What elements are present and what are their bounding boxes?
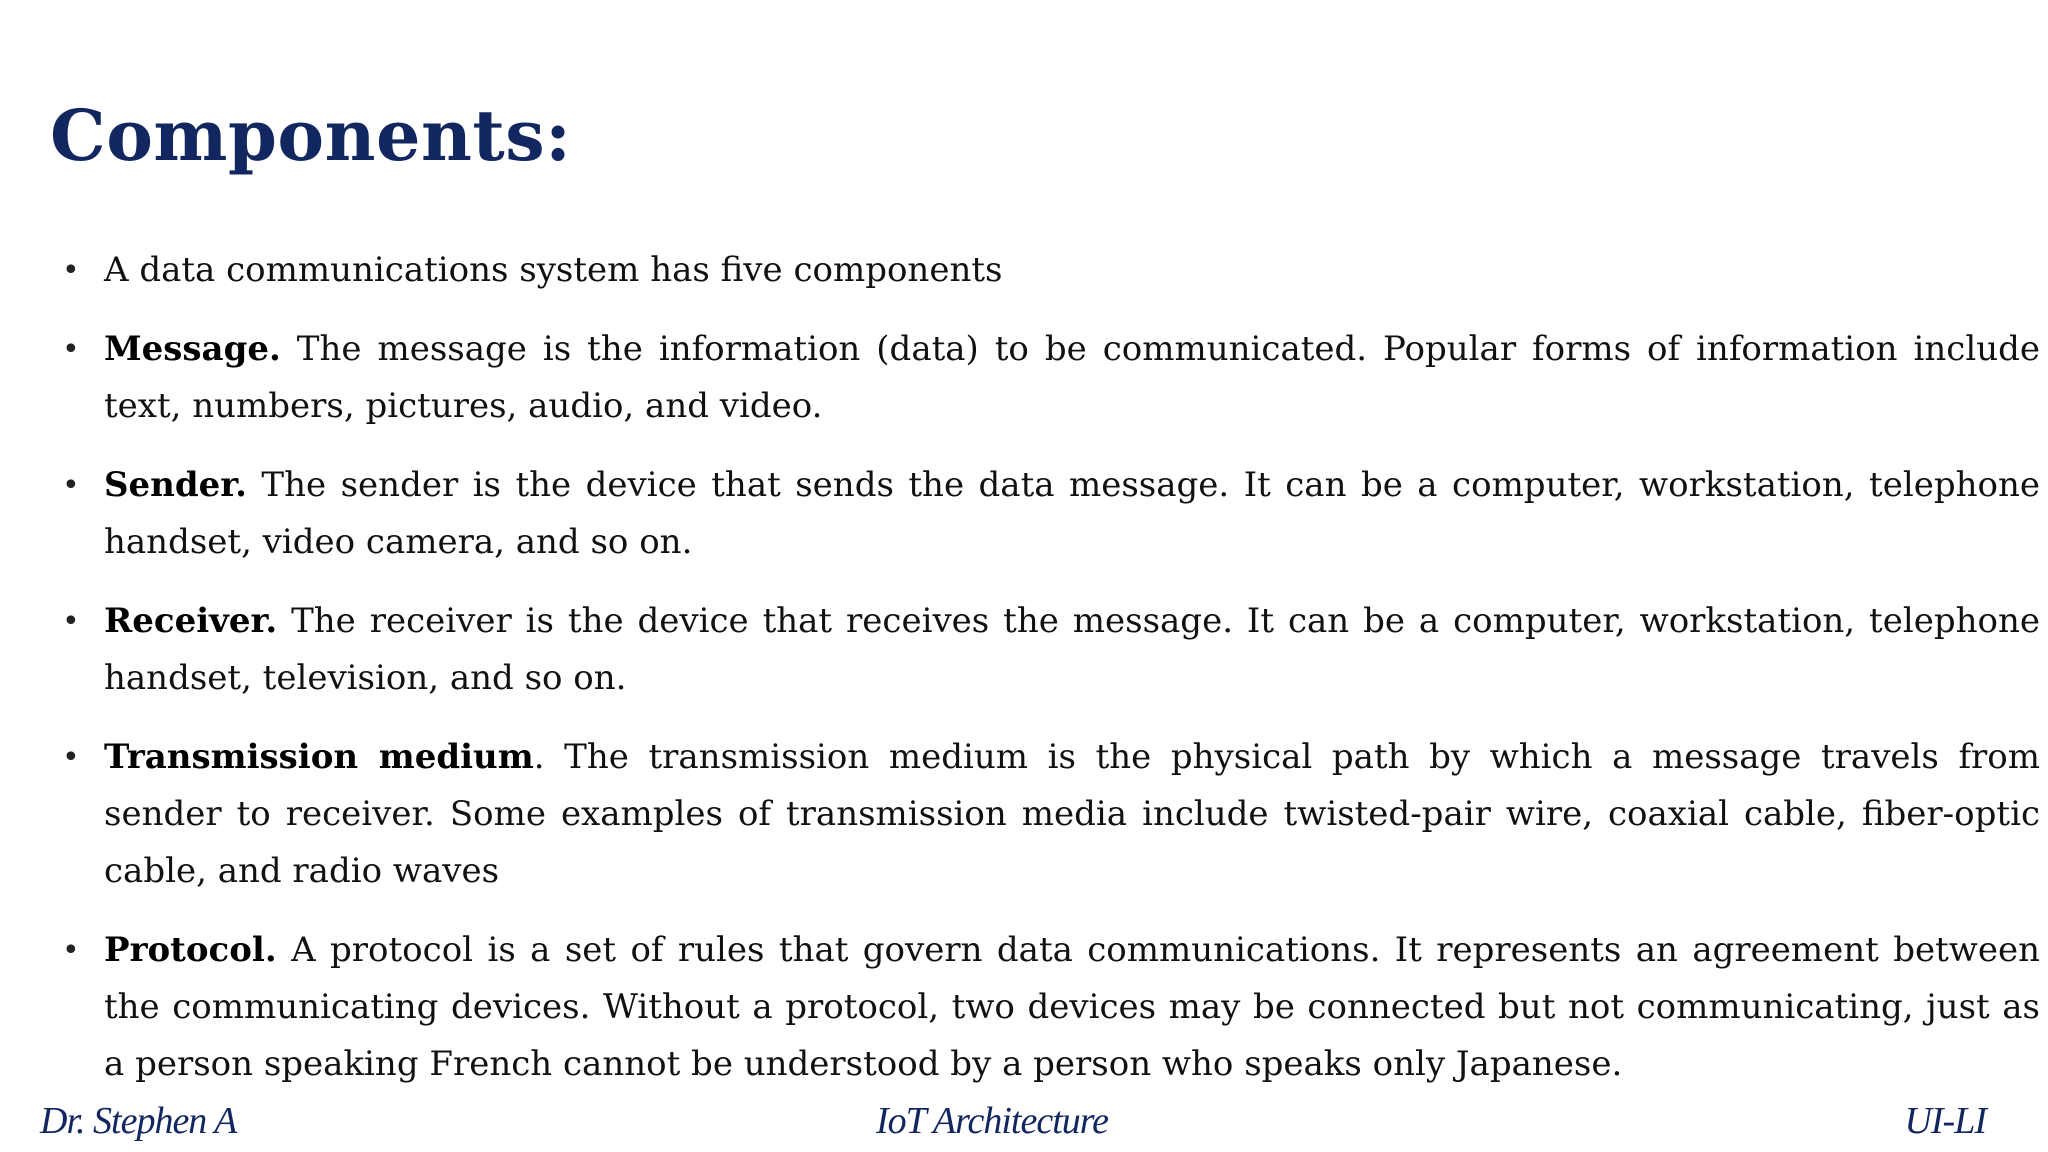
bullet-text: The message is the information (data) to be communicated. Popular forms of information include text, numbers, pictures, audio, and video. [104,329,2040,426]
bullet-dot: • [62,468,80,503]
bullet-item-sender [62,457,2040,571]
bullet-term: Protocol. [104,930,277,970]
bullet-term: Receiver. [104,601,278,641]
footer-course-title: IoT Architecture [876,1100,1109,1142]
footer-unit-label: UI-LI [1904,1100,1986,1142]
bullet-text: A protocol is a set of rules that govern data communications. It represents an agreement between the communicating devices. Without a protocol, two devices may be connected but not communicating, just as a person speaking French cannot be understood by a person who speaks only Japanese. [104,930,2040,1084]
bullet-dot: • [62,332,80,367]
bullet-item-receiver [62,593,2040,707]
bullet-text: The receiver is the device that receives the message. It can be a computer, workstation, telephone handset, television, and so on. [104,601,2040,698]
bullet-text: . The transmission medium is the physical path by which a message travels from sender to receiver. Some examples of transmission media include twisted-pair wire, coaxial cable, fiber-optic cable, and radio waves [104,737,2040,891]
footer-author: Dr. Stephen A [40,1100,237,1142]
slide-title: Components: [50,94,572,177]
bullet-term: Sender. [104,465,247,505]
bullet-dot: • [62,253,80,288]
bullet-item-protocol [62,922,2040,1093]
bullet-term: Message. [104,329,281,369]
bullet-list [0,242,2048,1115]
bullet-text: The sender is the device that sends the data message. It can be a computer, workstation, telephone handset, video camera, and so on. [104,465,2040,562]
bullet-dot: • [62,604,80,639]
bullet-item-intro [62,242,2040,299]
bullet-dot: • [62,933,80,968]
bullet-dot: • [62,740,80,775]
bullet-item-transmission-medium [62,729,2040,900]
slide-footer [0,1096,2048,1146]
bullet-text: A data communications system has five components [104,250,1003,290]
bullet-term: Transmission medium [104,737,534,777]
bullet-item-message [62,321,2040,435]
